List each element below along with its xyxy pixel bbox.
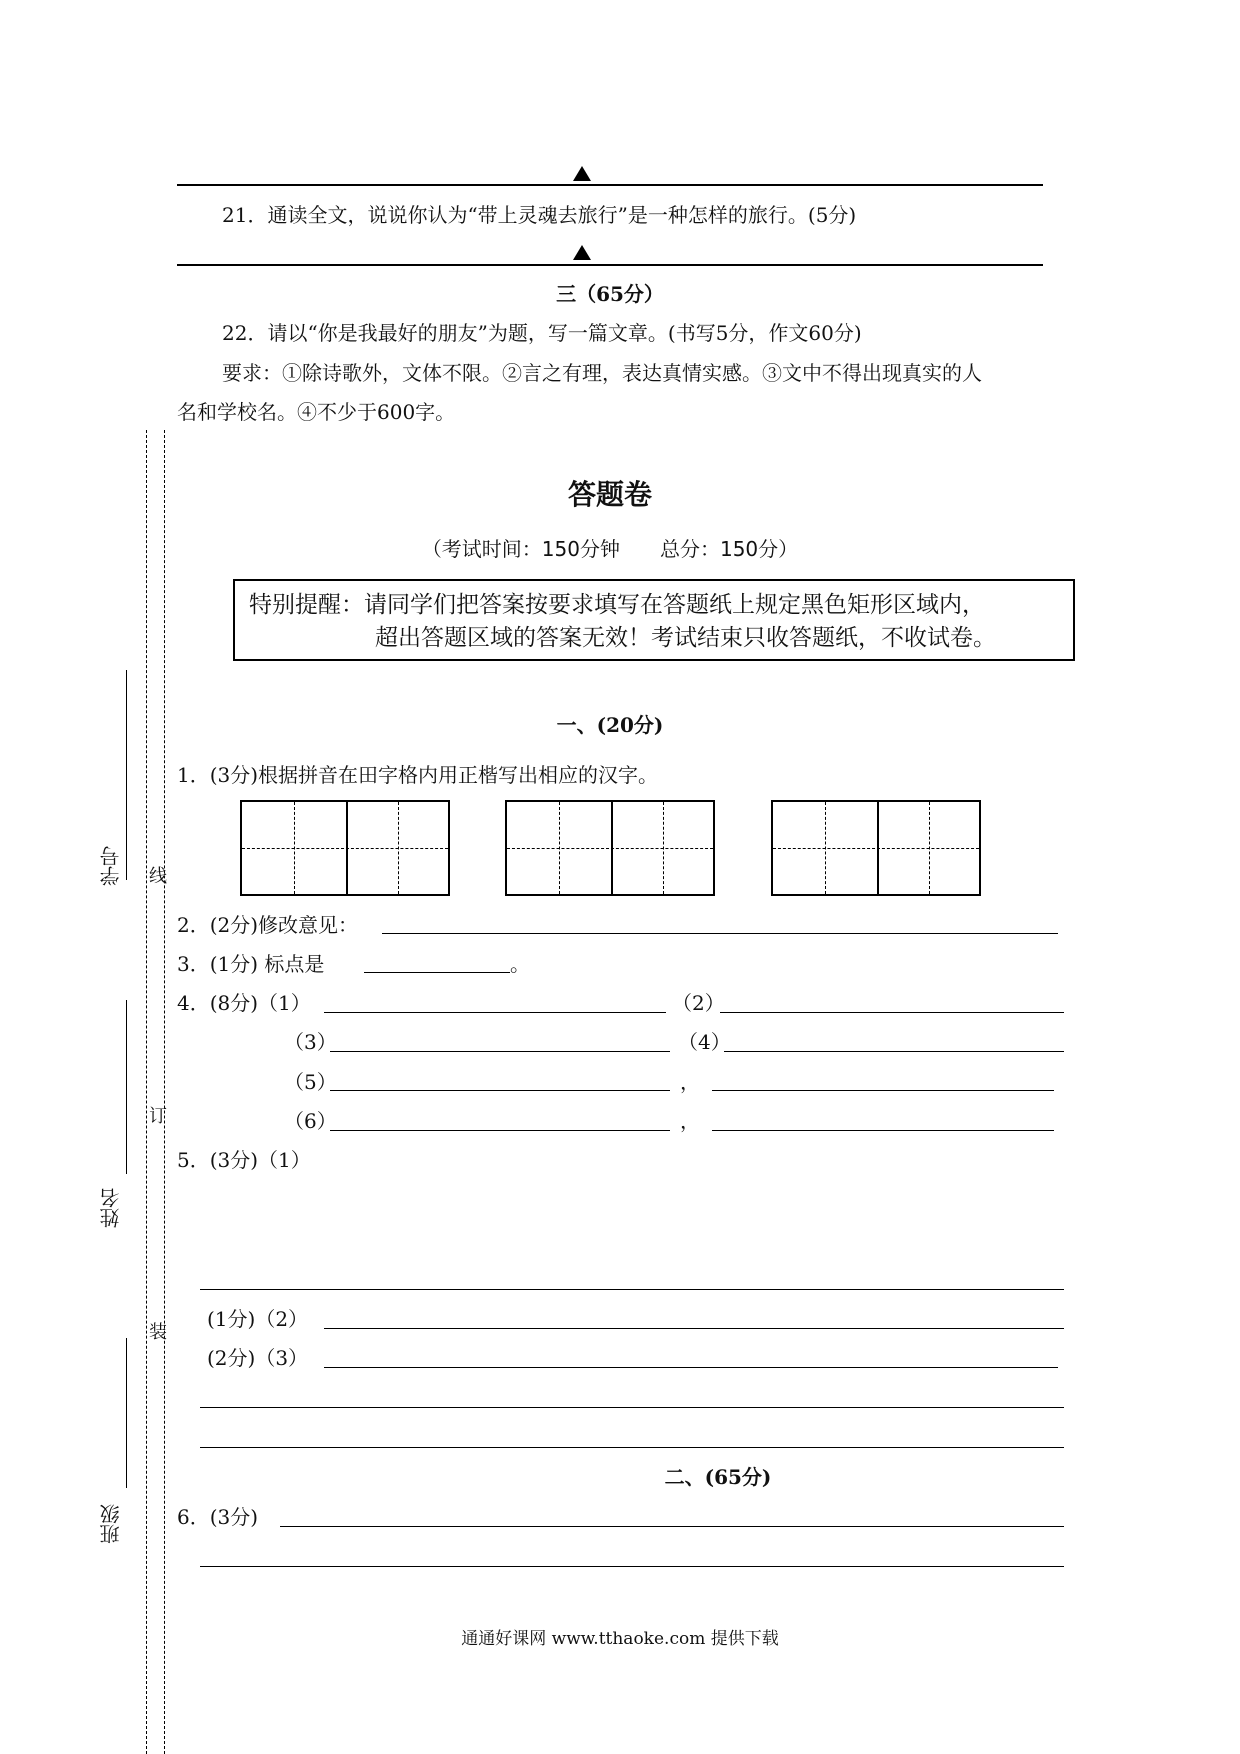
- q5-3-answer-line[interactable]: [324, 1367, 1058, 1368]
- question-3: 3．(1分) 标点是: [177, 952, 325, 976]
- footer-source: 通通好课网 www.tthaoke.com 提供下载: [461, 1629, 779, 1649]
- q4-5b-answer-line[interactable]: [712, 1090, 1054, 1091]
- notice-line-1: 特别提醒：请同学们把答案按要求填写在答题纸上规定黑色矩形区域内，: [249, 592, 985, 618]
- q4-1-answer-line[interactable]: [324, 1012, 666, 1013]
- question-22: 22．请以“你是我最好的朋友”为题，写一篇文章。(书写5分，作文60分): [222, 321, 862, 345]
- question-22-requirements-cont: 名和学校名。④不少于600字。: [177, 400, 456, 424]
- name-label: 姓名: [99, 1188, 123, 1228]
- q4-6b-answer-line[interactable]: [712, 1130, 1054, 1131]
- section-3-heading: 三（65分）: [556, 282, 664, 306]
- student-id-field: [100, 670, 130, 900]
- q5-label-2: (1分)（2）: [207, 1307, 309, 1331]
- notice-line-2: 超出答题区域的答案无效！考试结束只收答题纸，不收试卷。: [375, 625, 996, 651]
- binding-mark-bind: 订: [146, 1106, 167, 1124]
- q5-label-3: (2分)（3）: [207, 1346, 309, 1370]
- q3-period: 。: [510, 952, 530, 976]
- question-1: 1．(3分)根据拼音在田字格内用正楷写出相应的汉字。: [177, 763, 659, 787]
- question-6: 6．(3分): [177, 1505, 259, 1529]
- section-2-heading: 二、(65分): [664, 1465, 772, 1489]
- student-id-label: 学号: [99, 846, 123, 886]
- q4-5a-answer-line[interactable]: [330, 1090, 670, 1091]
- class-underline: [126, 1338, 127, 1488]
- binding-line-inner: [164, 430, 165, 1754]
- question-21: 21．通读全文，说说你认为“带上灵魂去旅行”是一种怎样的旅行。(5分): [222, 203, 857, 227]
- q4-4-answer-line[interactable]: [724, 1051, 1064, 1052]
- tianzige-box-3[interactable]: [771, 800, 981, 896]
- tianzige-box-2[interactable]: [505, 800, 715, 896]
- special-notice-box: [233, 579, 1075, 661]
- q5-3-answer-line-2[interactable]: [200, 1407, 1064, 1408]
- q5-1-answer-line[interactable]: [200, 1289, 1064, 1290]
- q4-label-4: （4）: [678, 1030, 731, 1054]
- q4-2-answer-line[interactable]: [720, 1012, 1064, 1013]
- answer-sheet-title: 答题卷: [567, 478, 652, 511]
- tianzige-box-1[interactable]: [240, 800, 450, 896]
- binding-mark-seal: 装: [146, 1322, 167, 1340]
- name-underline: [126, 1000, 127, 1174]
- q4-5-comma: ，: [680, 1070, 700, 1094]
- q4-3-answer-line[interactable]: [330, 1051, 670, 1052]
- class-field: [100, 1338, 130, 1568]
- exam-info: （考试时间：150分钟 总分：150分）: [421, 537, 799, 561]
- q3-answer-line[interactable]: [364, 972, 510, 973]
- class-label: 班级: [99, 1504, 123, 1544]
- q6-answer-line-2[interactable]: [200, 1566, 1064, 1567]
- q4-6a-answer-line[interactable]: [330, 1130, 670, 1131]
- q6-answer-line[interactable]: [280, 1526, 1064, 1527]
- q4-6-comma: ，: [680, 1109, 700, 1133]
- question-22-requirements: 要求：①除诗歌外，文体不限。②言之有理，表达真情实感。③文中不得出现真实的人: [222, 361, 982, 385]
- question-5: 5．(3分)（1）: [177, 1148, 311, 1172]
- question-4: 4．(8分)（1）: [177, 991, 311, 1015]
- binding-mark-line: 线: [146, 866, 167, 884]
- section-1-heading: 一、(20分): [556, 713, 664, 737]
- q5-3-answer-line-3[interactable]: [200, 1447, 1064, 1448]
- answer-marker-triangle: [573, 245, 591, 260]
- answer-line-q20: [177, 184, 1043, 186]
- binding-line-outer: [146, 430, 147, 1754]
- q4-label-2: （2）: [672, 991, 725, 1015]
- q4-label-3: （3）: [284, 1030, 337, 1054]
- q5-2-answer-line[interactable]: [324, 1328, 1064, 1329]
- q4-label-5: （5）: [284, 1070, 337, 1094]
- q2-answer-line[interactable]: [382, 933, 1058, 934]
- question-2: 2．(2分)修改意见：: [177, 913, 359, 937]
- student-id-underline: [126, 670, 127, 880]
- answer-marker-triangle: [573, 166, 591, 181]
- q4-label-6: （6）: [284, 1109, 337, 1133]
- name-field: [100, 1000, 130, 1230]
- answer-line-q21: [177, 264, 1043, 266]
